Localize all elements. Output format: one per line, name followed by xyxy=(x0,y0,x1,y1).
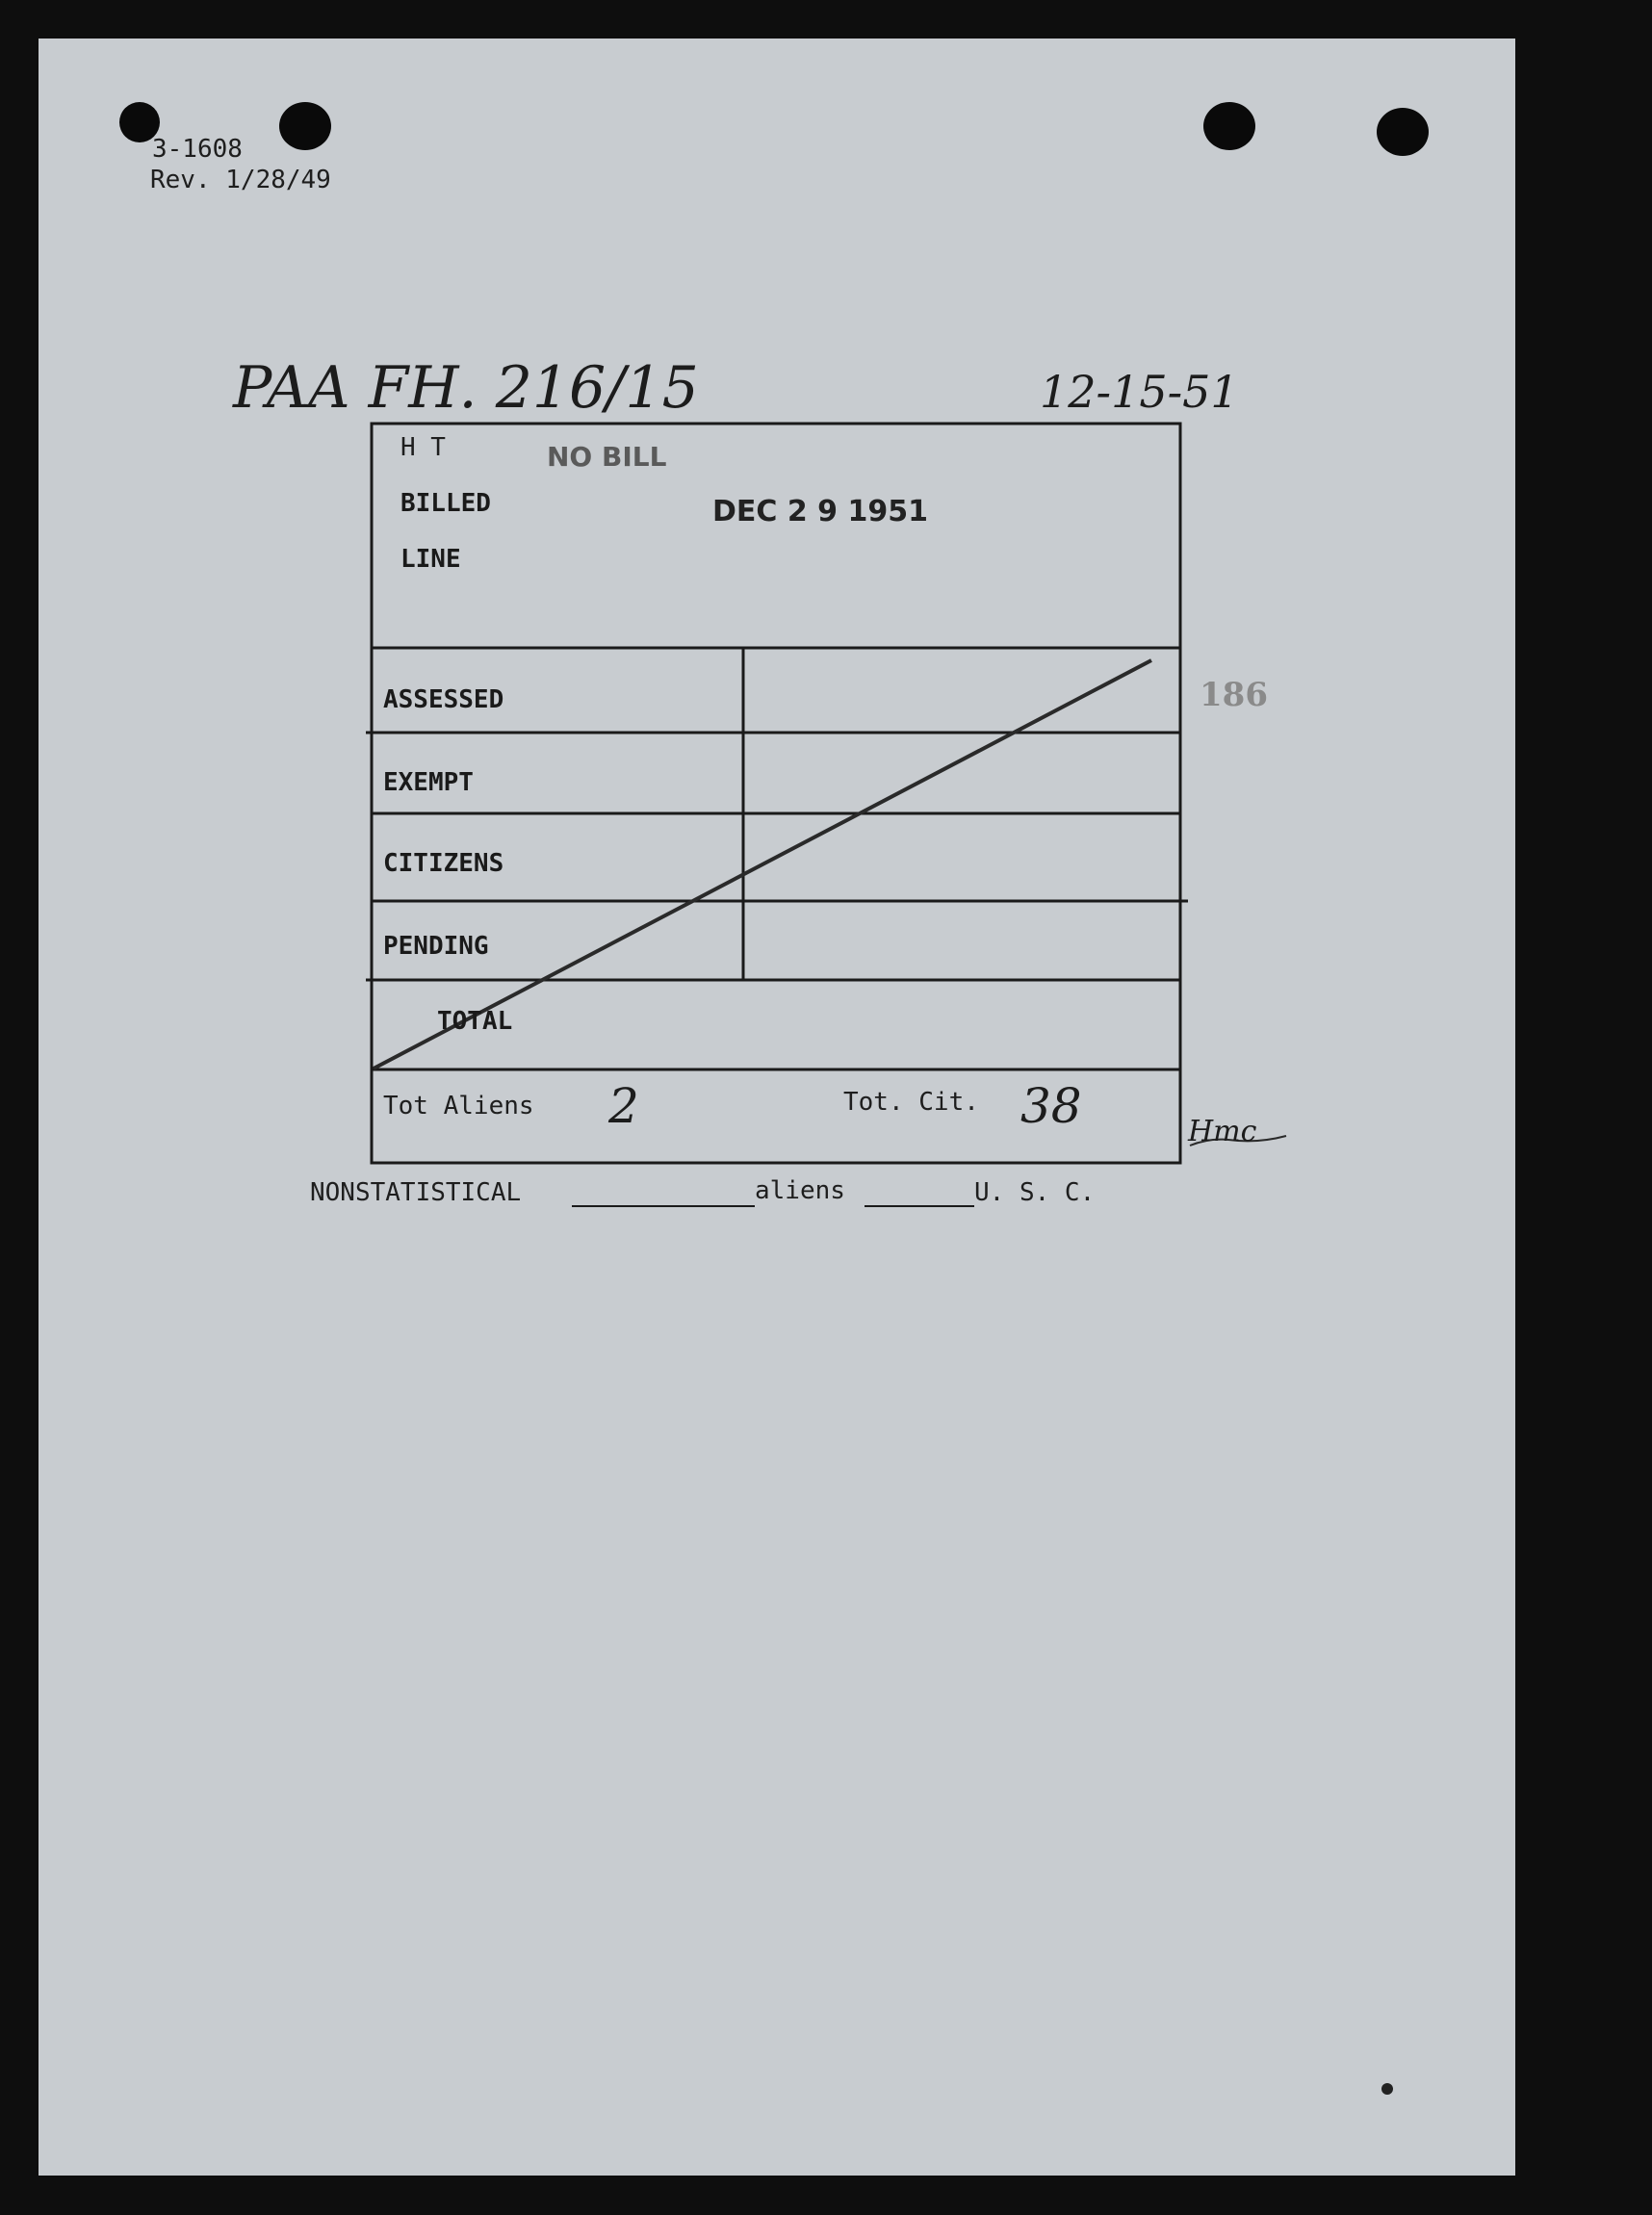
form-number: 3-1608 xyxy=(152,135,243,164)
label-assessed: ASSESSED xyxy=(383,685,504,714)
number-stamp: 186 xyxy=(1200,676,1268,714)
initials-handwritten: Hmc xyxy=(1188,1115,1257,1148)
form-revision: Rev. 1/28/49 xyxy=(150,166,331,194)
label-aliens: aliens xyxy=(755,1176,845,1205)
label-tot-cit: Tot. Cit. xyxy=(843,1088,979,1117)
date-handwritten: 12-15-51 xyxy=(1040,366,1239,418)
no-bill-stamp: NO BILL xyxy=(547,441,667,473)
label-citizens: CITIZENS xyxy=(383,849,504,878)
date-stamp: DEC 2 9 1951 xyxy=(712,495,928,528)
label-tot-aliens: Tot Aliens xyxy=(383,1092,534,1120)
label-pending: PENDING xyxy=(383,932,489,961)
tot-aliens-value: 2 xyxy=(608,1078,639,1134)
form-box-outline xyxy=(372,424,1180,1163)
tot-cit-value: 38 xyxy=(1020,1078,1082,1134)
form-box-lines xyxy=(39,39,1515,2176)
label-total: TOTAL xyxy=(437,1007,513,1036)
label-billed: BILLED xyxy=(400,489,491,518)
document-page xyxy=(39,39,1515,2176)
label-ht: H T xyxy=(400,433,446,462)
label-usc: U. S. C. xyxy=(974,1178,1096,1207)
label-nonstatistical: NONSTATISTICAL xyxy=(310,1178,522,1207)
label-exempt: EXEMPT xyxy=(383,768,474,797)
label-line: LINE xyxy=(400,545,461,574)
speck xyxy=(1381,2083,1393,2095)
flight-handwritten: PAA FH. 216/15 xyxy=(233,354,699,422)
